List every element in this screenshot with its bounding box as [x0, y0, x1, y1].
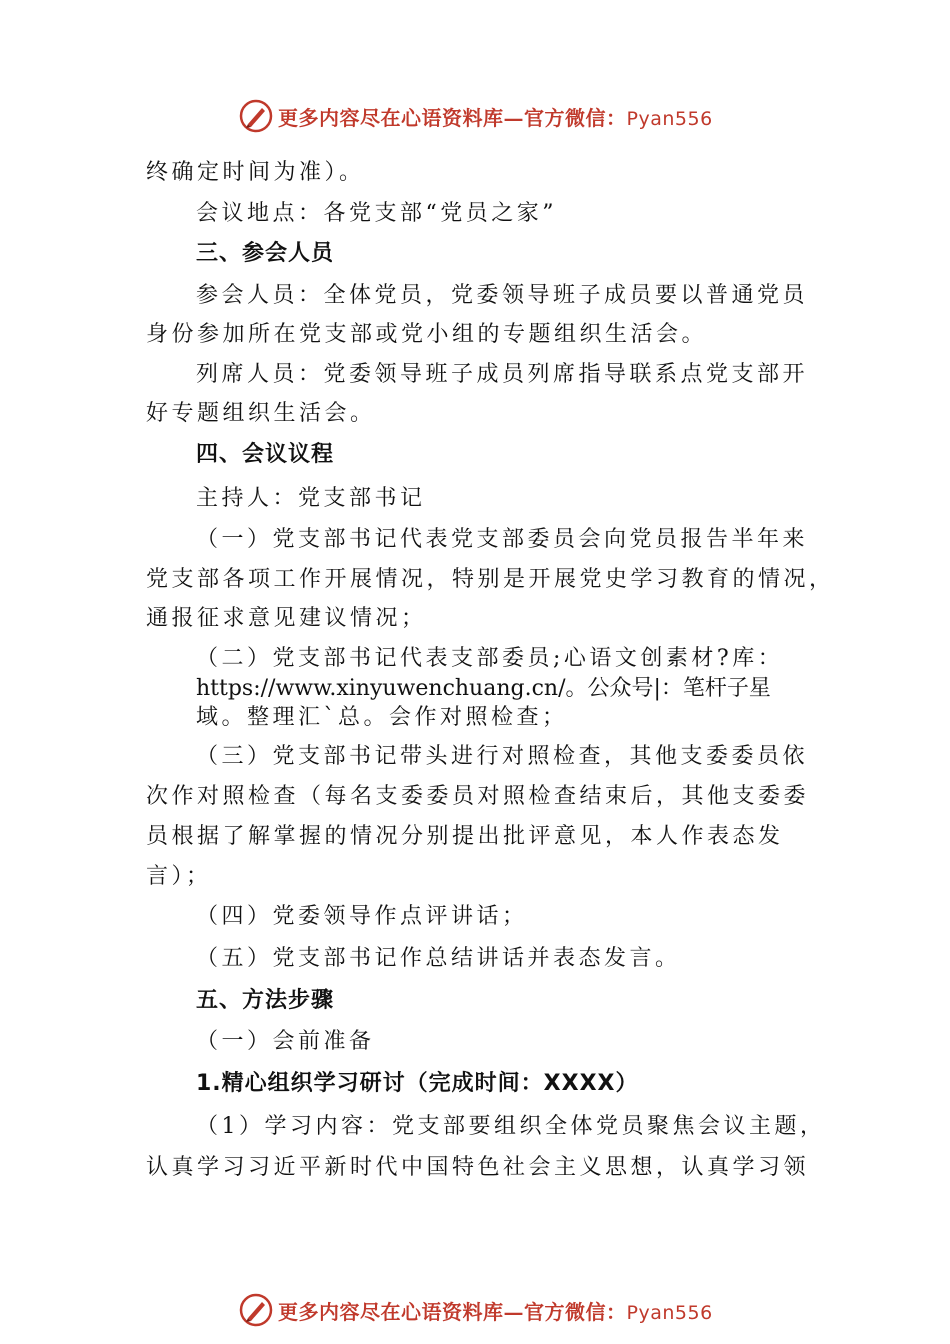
- header-watermark-banner: [238, 96, 713, 136]
- body-line: 参会人员：全体党员，党委领导班子成员要以普通党员: [196, 283, 809, 308]
- body-line: 终确定时间为准）。: [146, 160, 365, 185]
- meeting-location: 会议地点：各党支部“党员之家”: [196, 201, 557, 226]
- body-line: 好专题组织生活会。: [146, 401, 376, 426]
- body-line: 通报征求意见建议情况；: [146, 606, 427, 631]
- body-line: 认真学习习近平新时代中国特色社会主义思想，认真学习领: [146, 1155, 810, 1180]
- body-line: 身份参加所在党支部或党小组的专题组织生活会。: [146, 322, 708, 347]
- wechat-account: Pyan556: [626, 1301, 713, 1324]
- host-line: 主持人：党支部书记: [196, 486, 426, 511]
- watermark-text: 更多内容尽在心语资料库—官方微信：Pyan556: [278, 105, 713, 130]
- agenda-item: （五）党支部书记作总结讲话并表态发言。: [196, 946, 681, 971]
- body-line: 言）；: [146, 864, 212, 889]
- section-heading-agenda: 四、会议议程: [196, 442, 335, 467]
- body-line: （1）学习内容：党支部要组织全体党员聚焦会议主题，: [196, 1114, 826, 1139]
- body-line: 域。整理汇`总。会作对照检查；: [196, 705, 568, 730]
- footer-watermark-banner: [238, 1290, 713, 1330]
- body-line: 党支部各项工作开展情况，特别是开展党史学习教育的情况，: [146, 567, 835, 592]
- agenda-item: （一）党支部书记代表党支部委员会向党员报告半年来: [196, 527, 809, 552]
- pen-logo-icon: [238, 1292, 274, 1328]
- agenda-item: （二）党支部书记代表支部委员;心语文创素材?库：: [196, 646, 784, 671]
- agenda-item: （三）党支部书记带头进行对照检查，其他支委委员依: [196, 744, 809, 769]
- watermark-text: 更多内容尽在心语资料库—官方微信：Pyan556: [278, 1299, 713, 1324]
- agenda-item: （四）党委领导作点评讲话；: [196, 904, 528, 929]
- body-line: 列席人员：党委领导班子成员列席指导联系点党支部开: [196, 362, 809, 387]
- pen-logo-icon: [238, 98, 274, 134]
- body-line: 员根据了解掌握的情况分别提出批评意见，本人作表态发: [146, 824, 784, 849]
- wechat-account: Pyan556: [626, 107, 713, 130]
- body-line: https://www.xinyuwenchuang.cn/。公众号|：笔杆子星: [196, 676, 771, 701]
- item-heading: 1.精心组织学习研讨（完成时间：XXXX）: [196, 1071, 639, 1096]
- section-heading-attendees: 三、参会人员: [196, 241, 335, 266]
- section-heading-method: 五、方法步骤: [196, 988, 335, 1013]
- body-line: 次作对照检查（每名支委委员对照检查结束后，其他支委委: [146, 784, 810, 809]
- subsection-heading: （一）会前准备: [196, 1029, 375, 1054]
